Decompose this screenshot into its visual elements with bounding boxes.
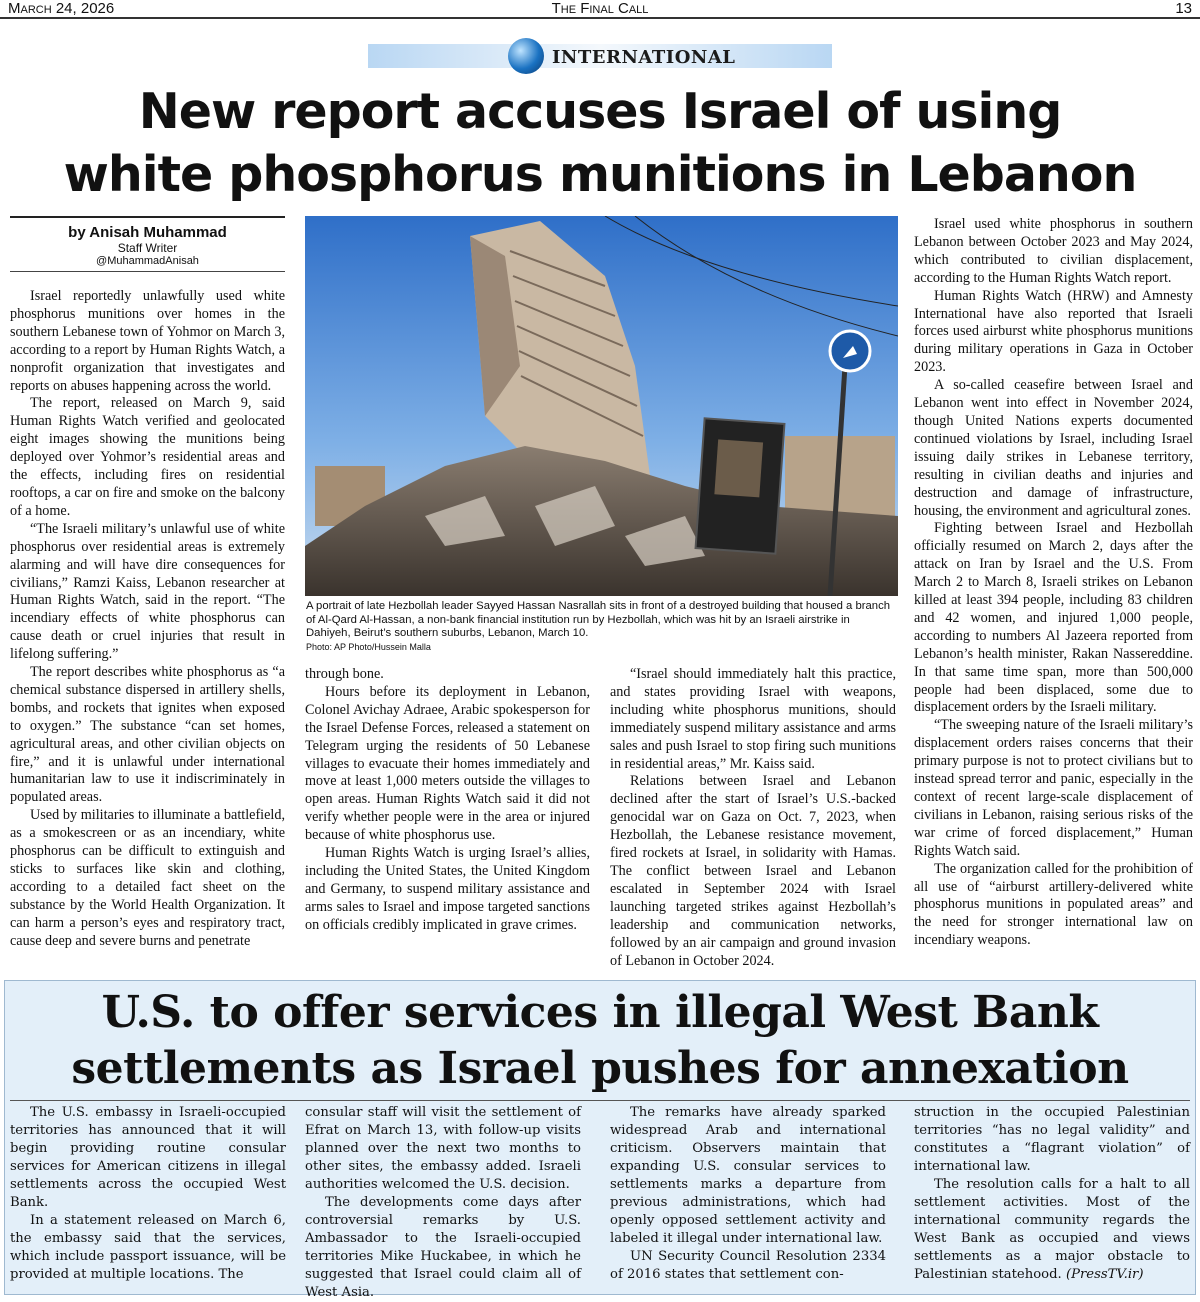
paragraph: The remarks have already sparked widespread Arab and international criticism. Observers maintain that expanding U.S. consular services to settlements marks a departure from previous administrations, which had openly opposed settlement activity and labeled it illegal under international law. (610, 1105, 886, 1246)
paragraph: The developments come days after controversial remarks by U.S. Ambassador to the Israeli-occupied territories Mike Huckabee, in which he suggested that Israel could claim all of West Asia. (305, 1195, 581, 1300)
article-2-column-4 (914, 1104, 1190, 1284)
source-credit: (PressTV.ir) (1065, 1267, 1144, 1282)
photo-caption (306, 600, 896, 654)
section-banner (368, 38, 832, 74)
destroyed-building-photo (305, 216, 898, 596)
article-2-column-3 (610, 1104, 886, 1284)
photo-credit: Photo: AP Photo/Hussein Malla (306, 641, 431, 652)
author-name: by Anisah Muhammad (68, 224, 227, 241)
paragraph: Human Rights Watch (HRW) and Amnesty International have also reported that Israeli forces used airburst white phosphorus munitions during military operations in Gaza in October 2023. (914, 287, 1193, 376)
article-column-2 (305, 666, 590, 935)
headline-2-line-1: U.S. to offer services in illegal West Bank (101, 987, 1099, 1038)
author-role: Staff Writer (117, 241, 178, 255)
article-column-4 (914, 216, 1193, 950)
headline-2-line-2: settlements as Israel pushes for annexation (71, 1043, 1129, 1094)
article-column-1 (10, 288, 285, 951)
news-photo (305, 216, 898, 596)
paragraph: The report describes white phosphorus as “a chemical substance dispersed in artillery shells, bombs, and rockets that ignites when exposed to oxygen.” The substance “can set homes, agricultural areas, and other civilian objects on fire,” and it is unlawful under international humanitarian law to use it indiscriminately in populated areas. (10, 664, 285, 806)
paragraph: “Israel should immediately halt this practice, and states providing Israel with weapons, including white phosphorus munitions, should immediately suspend military assistance and arms sales and push Israel to stop firing such munitions in residential areas,” Mr. Kaiss said. (610, 666, 896, 772)
paragraph: Fighting between Israel and Hezbollah officially resumed on March 2, days after the attack on Iran by Israel and the U.S. From March 2 to March 8, Israeli strikes on Lebanon killed at least 394 people, including 83 children and 42 women, and injured 1,000 people, according to numbers Al Jazeera reported from Lebanon’s health minister, Rakan Nassereddine. In that same time span, more than 500,000 people had been displaced, some due to displacement orders by the Israeli military. (914, 520, 1193, 716)
headline-line-1: New report accuses Israel of using (138, 83, 1062, 140)
second-headline (0, 985, 1200, 1097)
article-2-column-1 (10, 1104, 286, 1284)
paragraph: A so-called ceasefire between Israel and Lebanon went into effect in November 2024, though United Nations experts documented continued violations by Israel, including Israel issuing daily strikes in Lebanese territory, resulting in civilian deaths and injuries and destruction and damage of infrastructure, housing, the environment and agricultural zones. (914, 377, 1193, 519)
header-rule (0, 17, 1200, 19)
paragraph: Israel used white phosphorus in southern Lebanon between October 2023 and May 2024, which contributed to civilian displacement, according to the Human Rights Watch report. (914, 216, 1193, 286)
headline-line-2: white phosphorus munitions in Lebanon (63, 146, 1137, 203)
paragraph: struction in the occupied Palestinian territories “has no legal validity” and constitutes a “flagrant violation” of international law. (914, 1105, 1190, 1174)
paragraph: “The sweeping nature of the Israeli military’s displacement orders raises concerns that their primary purpose is not to protect civilians but to instead spread terror and panic, especially in the context of recent large-scale displacement of civilians in Lebanon, raising serious risks of the war crime of forced displacement,” Human Rights Watch said. (914, 717, 1193, 859)
paragraph: Human Rights Watch is urging Israel’s allies, including the United States, the United Kingdom and Germany, to suspend military assistance and arms sales to Israel and impose targeted sanctions on officials credibly implicated in grave crimes. (305, 845, 590, 933)
article-column-3 (610, 666, 896, 970)
paragraph: Hours before its deployment in Lebanon, Colonel Avichay Adraee, Arabic spokesperson for the Israel Defense Forces, released a statement on Telegram urging the residents of 50 Lebanese villages to evacuate their homes immediately and move at least 1,000 meters outside the villages to open areas. Human Rights Watch said it did not verify whether people were in the area or injured because of white phosphorus use. (305, 683, 590, 844)
paragraph: “The Israeli military’s unlawful use of white phosphorus over residential areas is extremely alarming and will have dire consequences for civilians,” Ramzi Kaiss, Lebanon researcher at Human Rights Watch, said in the report. “The incendiary effects of white phosphorus can cause death or cruel injuries that result in lifelong suffering.” (10, 520, 285, 663)
paragraph: In a statement released on March 6, the embassy said that the services, which include passport issuance, will be provided at multiple locations. The (10, 1213, 286, 1282)
byline (10, 216, 285, 272)
paragraph-text: The resolution calls for a halt to all settlement activities. Most of the international community regards the West Bank as occupied and views settlements as a major obstacle to Palestinian statehood. (914, 1177, 1190, 1282)
headline-2-rule (10, 1100, 1190, 1101)
caption-text: A portrait of late Hezbollah leader Sayyed Hassan Nasrallah sits in front of a destroyed building that housed a branch of Al-Qard Al-Hassan, a non-bank financial institution run by Hezbollah, which was hit by an Israeli airstrike in Dahiyeh, Beirut’s southern suburbs, Lebanon, March 10. (306, 600, 891, 640)
paragraph: Relations between Israel and Lebanon declined after the start of Israel’s U.S.-backed genocidal war on Gaza on Oct. 7, 2023, when Hezbollah, the Lebanese resistance movement, fired rockets at Israel, in solidarity with Hamas. The conflict between Israel and Lebanon escalated in September 2024 with Israel launching targeted strikes against Hezbollah’s leadership and communication networks, followed by an air campaign and ground invasion of Lebanon in October 2024. (610, 773, 896, 969)
author-handle: @MuhammadAnisah (96, 255, 199, 267)
paragraph (914, 1176, 1190, 1284)
section-label: INTERNATIONAL (552, 47, 736, 68)
article-2-column-2 (305, 1104, 581, 1302)
page-number: 13 (1175, 0, 1192, 17)
paragraph: UN Security Council Resolution 2334 of 2016 states that settlement con- (610, 1249, 886, 1282)
paragraph: The report, released on March 9, said Human Rights Watch verified and geolocated eight images showing the munitions being deployed over Yohmor’s residential areas and the effects, including fires on residential rooftops, a car on fire and smoke on the balcony of a home. (10, 395, 285, 519)
globe-icon (508, 38, 544, 74)
paragraph: The U.S. embassy in Israeli-occupied territories has announced that it will begin providing routine consular services for American citizens in illegal settlements across the occupied West Bank. (10, 1105, 286, 1210)
main-headline (0, 80, 1200, 206)
page-header (0, 0, 1200, 18)
paragraph: Israel reportedly unlawfully used white phosphorus munitions over homes in the southern Lebanese town of Yohmor on March 3, according to a report by Human Rights Watch, a nonprofit organization that investigates and reports on abuses happening across the world. (10, 288, 285, 394)
paragraph: consular staff will visit the settlement of Efrat on March 13, with follow-up visits planned over the next two months to other sites, the embassy added. Israeli authorities welcomed the U.S. decision. (305, 1105, 581, 1192)
issue-date: March 24, 2026 (8, 0, 115, 17)
paragraph: through bone. (305, 666, 384, 682)
publication-name: The Final Call (551, 0, 649, 17)
paragraph: The organization called for the prohibition of all use of “airburst artillery-delivered white phosphorus munitions in populated areas” and the need for stronger international law on incendiary weapons. (914, 860, 1193, 949)
paragraph: Used by militaries to illuminate a battlefield, as a smokescreen or as an incendiary, white phosphorus can be difficult to extinguish and sticks to surfaces like skin and clothing, according to a detailed fact sheet on the substance by the World Health Organization. It can harm a person’s eyes and respiratory tract, cause deep and severe burns and penetrate (10, 807, 285, 949)
